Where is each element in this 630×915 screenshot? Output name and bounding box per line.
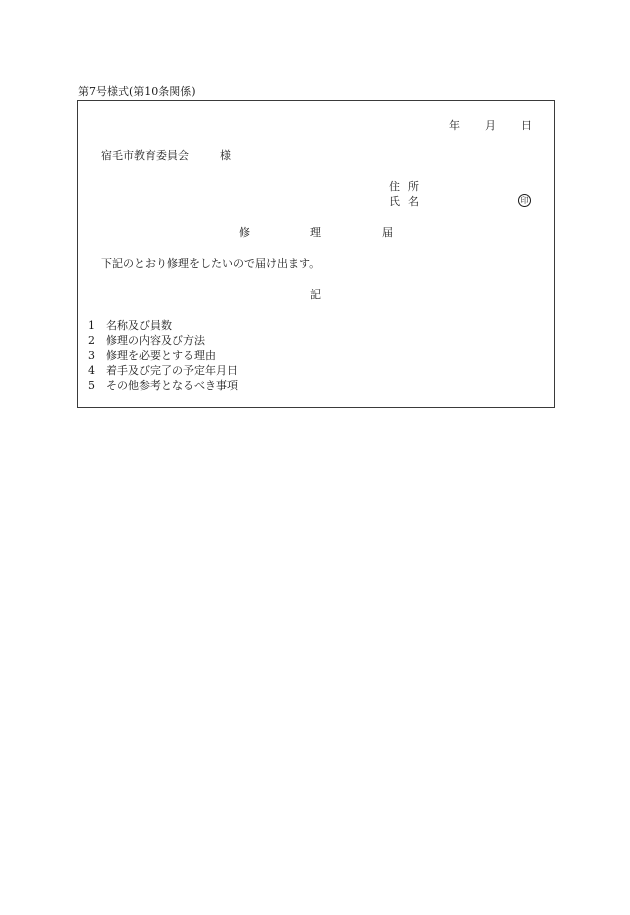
ki-heading: 記 <box>310 288 321 301</box>
document-title-char-2: 理 <box>310 226 321 239</box>
list-item-number: 3 <box>88 349 95 362</box>
list-item-text: 修理の内容及び方法 <box>106 334 205 347</box>
list-item <box>88 350 216 361</box>
list-item <box>88 380 238 391</box>
recipient-name: 宿毛市教育委員会 <box>101 149 189 162</box>
list-item-text: 修理を必要とする理由 <box>106 349 216 362</box>
date-day-label: 日 <box>521 119 532 132</box>
date-month-label: 月 <box>485 119 496 132</box>
address-label: 住所 <box>389 180 427 193</box>
body-text: 下記のとおり修理をしたいので届け出ます。 <box>101 257 321 270</box>
list-item-number: 5 <box>88 379 95 392</box>
list-item-number: 4 <box>88 364 95 377</box>
list-item <box>88 335 205 346</box>
list-item <box>88 365 238 376</box>
list-item <box>88 320 172 331</box>
seal-icon: 印 <box>518 194 531 207</box>
list-item-text: その他参考となるべき事項 <box>106 379 238 392</box>
form-number-label: 第7号様式(第10条関係) <box>78 85 196 98</box>
date-year-label: 年 <box>449 119 460 132</box>
name-label: 氏名 <box>389 195 427 208</box>
list-item-number: 2 <box>88 334 95 347</box>
document-title-char-3: 届 <box>382 226 393 239</box>
list-item-text: 名称及び員数 <box>106 319 172 332</box>
document-title-char-1: 修 <box>239 226 250 239</box>
list-item-text: 着手及び完了の予定年月日 <box>106 364 238 377</box>
list-item-number: 1 <box>88 319 95 332</box>
recipient-honorific: 様 <box>220 149 231 162</box>
